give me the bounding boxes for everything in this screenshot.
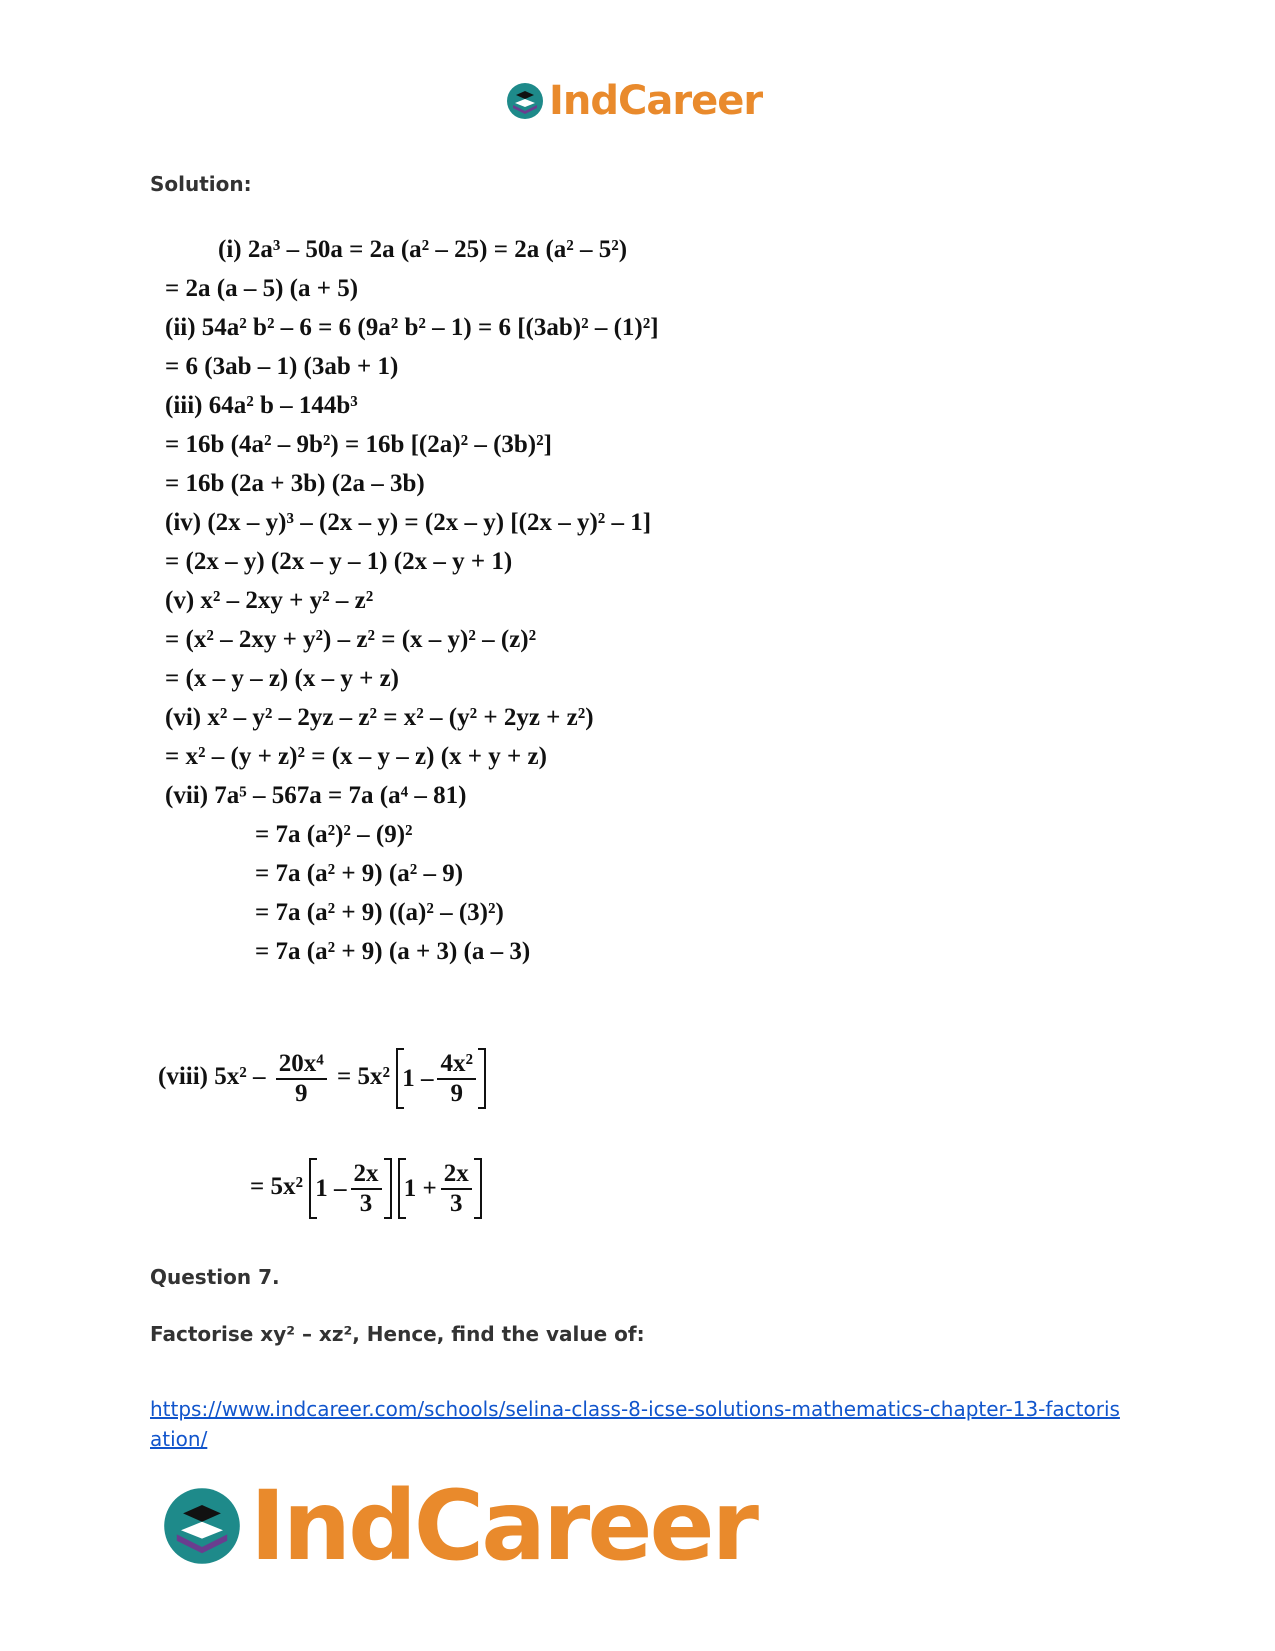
math-line: (ii) 54a² b² – 6 = 6 (9a² b² – 1) = 6 [(3ab)² – (1)²] — [165, 314, 659, 341]
fraction-denominator: 3 — [450, 1189, 463, 1217]
bracket-group — [309, 1158, 391, 1219]
math-line: = (x – y – z) (x – y + z) — [165, 665, 399, 692]
math-line: (iv) (2x – y)³ – (2x – y) = (2x – y) [(2x – y)² – 1] — [165, 509, 652, 536]
question-text: Factorise xy² – xz², Hence, find the value of: — [150, 1322, 645, 1346]
math-line: (v) x² – 2xy + y² – z² — [165, 587, 374, 614]
graduation-book-icon — [505, 81, 545, 121]
math-line: (iii) 64a² b – 144b³ — [165, 392, 358, 419]
question-heading: Question 7. — [150, 1265, 280, 1289]
math-line: = 7a (a² + 9) (a² – 9) — [255, 860, 464, 887]
graduation-book-icon — [160, 1484, 244, 1568]
math-line: (vii) 7a⁵ – 567a = 7a (a⁴ – 81) — [165, 782, 467, 809]
math-line: = 2a (a – 5) (a + 5) — [165, 275, 359, 302]
indcareer-logo-header — [505, 78, 762, 124]
math-line: = (x² – 2xy + y²) – z² = (x – y)² – (z)² — [165, 626, 537, 653]
source-link[interactable]: https://www.indcareer.com/schools/selina-class-8-icse-solutions-mathematics-chapter-13-factorisation/ — [150, 1397, 1120, 1451]
math-line: = 7a (a² + 9) ((a)² – (3)²) — [255, 899, 504, 926]
math-line-viii-result — [250, 1158, 482, 1219]
fraction — [351, 1160, 382, 1217]
math-line: = 7a (a²)² – (9)² — [255, 821, 413, 848]
fraction-numerator: 4x² — [437, 1050, 476, 1080]
math-line: = 6 (3ab – 1) (3ab + 1) — [165, 353, 399, 380]
math-term: = 5x² — [250, 1173, 303, 1201]
math-line: (i) 2a³ – 50a = 2a (a² – 25) = 2a (a² – 5²) — [218, 236, 628, 263]
math-line: = x² – (y + z)² = (x – y – z) (x + y + z) — [165, 743, 547, 770]
math-term: 1 – — [402, 1064, 434, 1092]
fraction — [276, 1050, 327, 1107]
math-line: = 16b (4a² – 9b²) = 16b [(2a)² – (3b)²] — [165, 431, 552, 458]
fraction-denominator: 3 — [359, 1189, 373, 1217]
fraction-numerator: 2x — [351, 1160, 382, 1190]
math-term: = 5x² — [336, 1063, 390, 1091]
indcareer-logo-footer — [160, 1470, 756, 1582]
fraction — [441, 1160, 472, 1217]
bracket-group — [398, 1158, 482, 1219]
math-line-viii — [158, 1048, 486, 1109]
logo-wordmark: IndCareer — [250, 1470, 756, 1582]
math-line: (vi) x² – y² – 2yz – z² = x² – (y² + 2yz + z²) — [165, 704, 594, 731]
math-term: (viii) 5x² – — [158, 1063, 266, 1091]
math-line: = 7a (a² + 9) (a + 3) (a – 3) — [255, 938, 531, 965]
fraction-denominator: 9 — [294, 1079, 308, 1107]
math-term: 1 + — [403, 1174, 437, 1202]
math-line: = 16b (2a + 3b) (2a – 3b) — [165, 470, 425, 497]
solution-heading: Solution: — [150, 172, 252, 196]
fraction-numerator: 20x⁴ — [276, 1050, 327, 1080]
bracket-group — [396, 1048, 486, 1109]
fraction — [437, 1050, 476, 1107]
fraction-denominator: 9 — [450, 1079, 463, 1107]
logo-wordmark: IndCareer — [549, 78, 763, 124]
math-term: 1 – — [315, 1174, 347, 1202]
math-line: = (2x – y) (2x – y – 1) (2x – y + 1) — [165, 548, 513, 575]
fraction-numerator: 2x — [441, 1160, 472, 1190]
